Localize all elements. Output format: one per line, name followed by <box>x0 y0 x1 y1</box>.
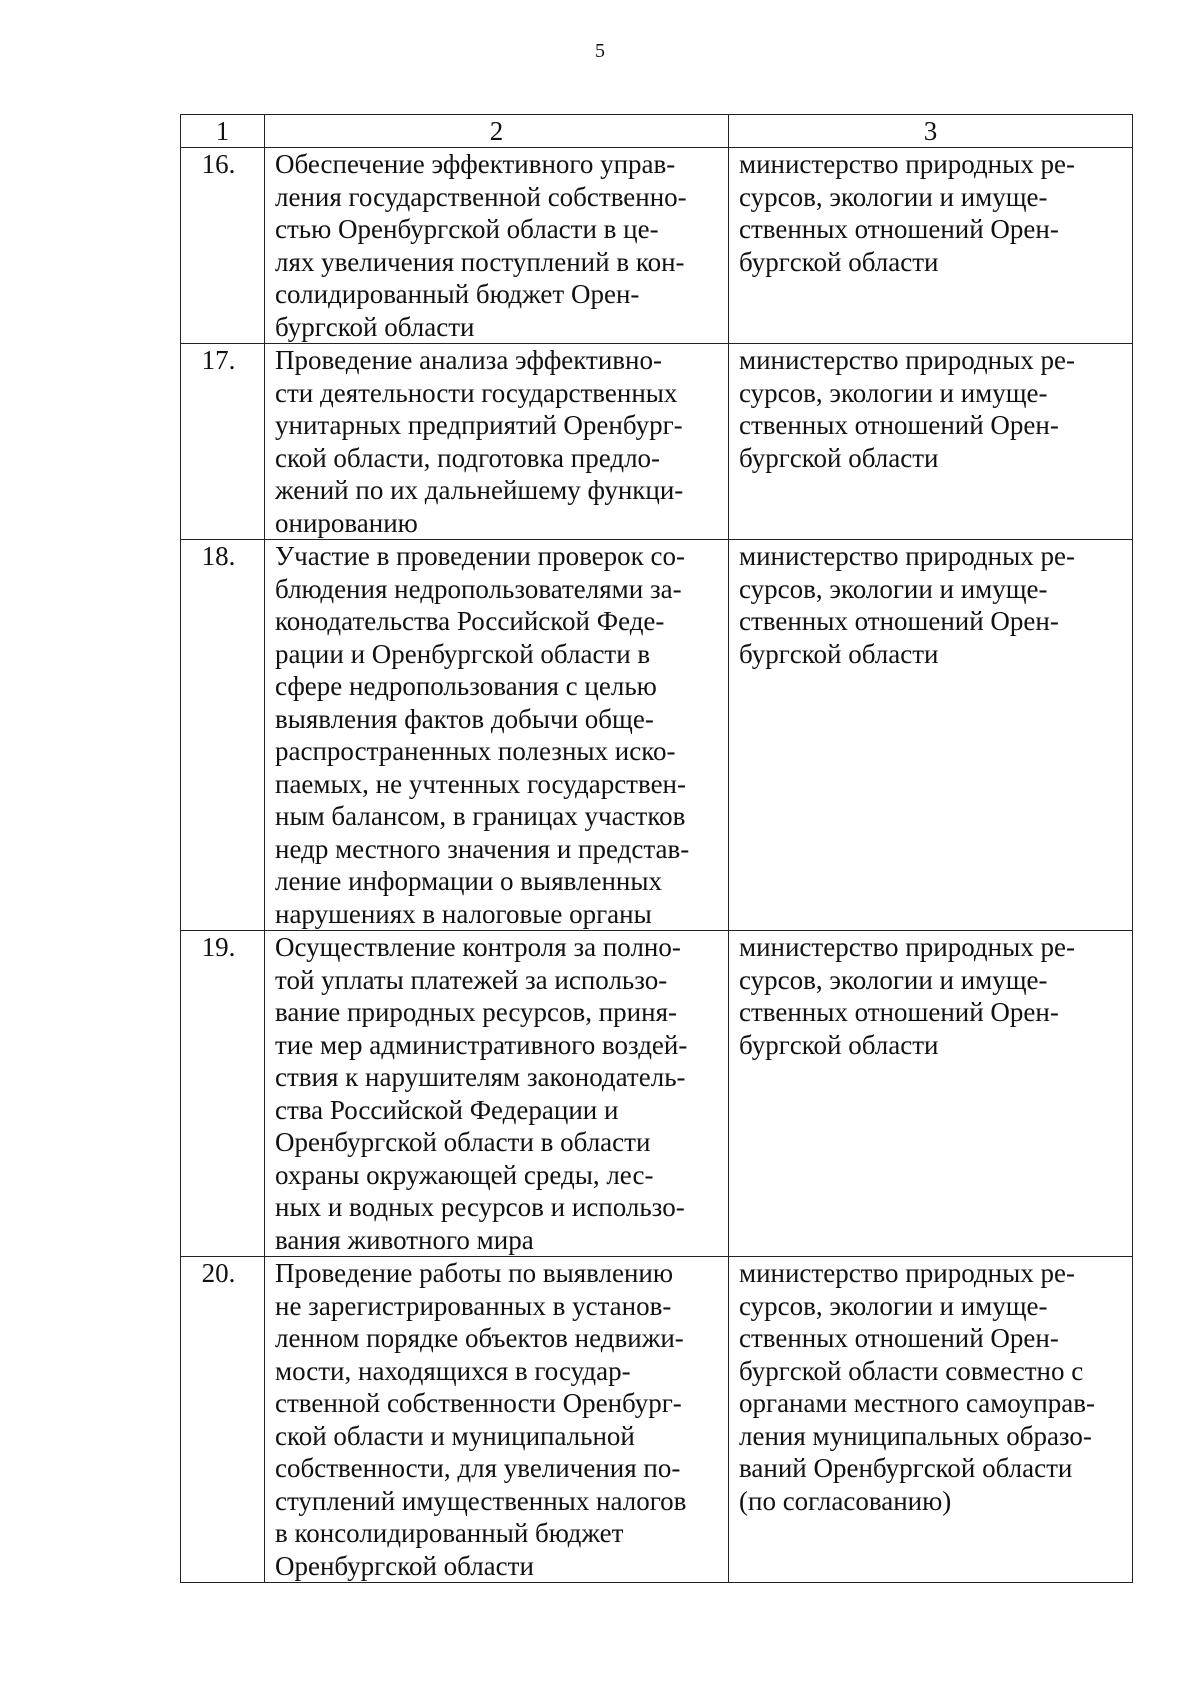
row-action: Проведение работы по выявлению не зарегистрированных в установ- ленном порядке объектов недвижи- мости, находящихся в государ- ственной собственности Оренбург- ской области и муниципальной собственности, для увеличения по- ступлений имущественных налогов в консолидированный бюджет Оренбургской области <box>265 1257 729 1583</box>
table-row <box>181 931 1133 1257</box>
row-action: Проведение анализа эффективно- сти деятельности государственных унитарных предприятий Оренбург- ской области, подготовка предло- жений по их дальнейшему функци- онированию <box>265 344 729 540</box>
column-header-number: 1 <box>181 115 265 148</box>
table-header-row <box>181 115 1133 148</box>
row-action: Участие в проведении проверок со- блюдения недропользователями за- конодательства Российской Феде- рации и Оренбургской области в сфере недропользования с целью выявления фактов добычи обще- распространенных полезных иско- паемых, не учтенных государствен- ным балансом, в границах участков недр местного значения и представ- ление информации о выявленных нарушениях в налоговые органы <box>265 540 729 931</box>
row-number: 19. <box>181 931 265 1257</box>
row-number: 18. <box>181 540 265 931</box>
measures-table <box>180 114 1133 1583</box>
column-header-responsible: 3 <box>729 115 1133 148</box>
row-responsible: министерство природных ре- сурсов, экологии и имуще- ственных отношений Орен- бургской области <box>729 344 1133 540</box>
row-responsible: министерство природных ре- сурсов, экологии и имуще- ственных отношений Орен- бургской области <box>729 540 1133 931</box>
row-number: 16. <box>181 148 265 344</box>
row-number: 20. <box>181 1257 265 1583</box>
column-header-action: 2 <box>265 115 729 148</box>
row-number: 17. <box>181 344 265 540</box>
table-row <box>181 540 1133 931</box>
row-responsible: министерство природных ре- сурсов, экологии и имуще- ственных отношений Орен- бургской области совместно с органами местного самоуправ- ления муниципальных образо- ваний Оренбургской области (по согласованию) <box>729 1257 1133 1583</box>
row-responsible: министерство природных ре- сурсов, экологии и имуще- ственных отношений Орен- бургской области <box>729 931 1133 1257</box>
row-action: Обеспечение эффективного управ- ления государственной собственно- стью Оренбургской области в це- лях увеличения поступлений в кон- солидированный бюджет Орен- бургской области <box>265 148 729 344</box>
page-number: 5 <box>595 40 605 62</box>
table-row <box>181 1257 1133 1583</box>
row-responsible: министерство природных ре- сурсов, экологии и имуще- ственных отношений Орен- бургской области <box>729 148 1133 344</box>
row-action: Осуществление контроля за полно- той уплаты платежей за использо- вание природных ресурсов, приня- тие мер административного воздей- ствия к нарушителям законодатель- ства Российской Федерации и Оренбургской области в области охраны окружающей среды, лес- ных и водных ресурсов и использо- вания животного мира <box>265 931 729 1257</box>
table-row <box>181 148 1133 344</box>
table-row <box>181 344 1133 540</box>
